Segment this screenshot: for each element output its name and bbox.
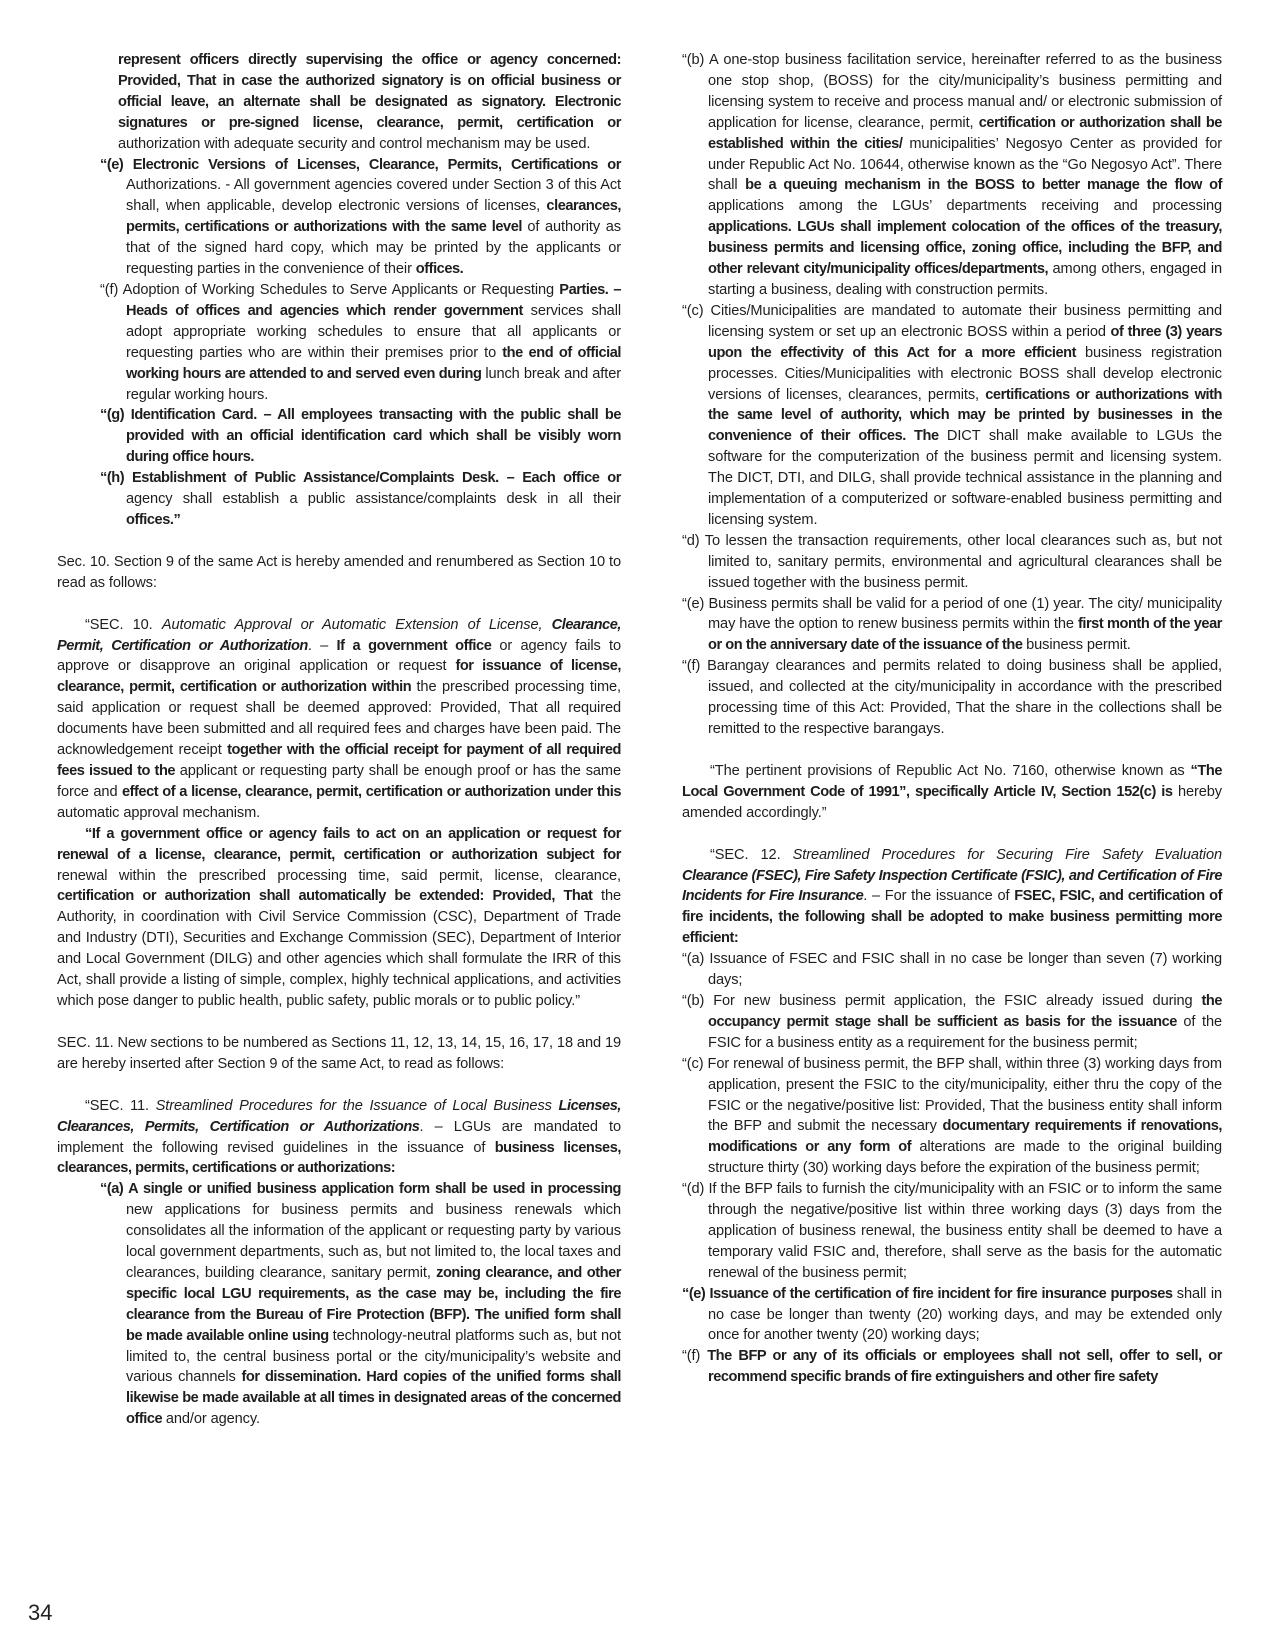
text-run: certification or authorization shall automatically be extended: Provided, That xyxy=(57,888,601,905)
text-run: Sec. 10. Section 9 of the same Act is hereby amended and renumbered as Section 10 to read as follows: xyxy=(57,553,621,591)
paragraph-sec11-heading xyxy=(57,1096,621,1180)
text-run: “(f) xyxy=(682,1348,708,1365)
text-run: offices.” xyxy=(126,511,181,528)
text-run: “(f) Adoption of Working Schedules to Serve Applicants or Requesting xyxy=(100,281,560,298)
text-run: effect of a license, clearance, permit, certification or authorization under this xyxy=(121,783,622,800)
paragraph-signatory xyxy=(57,50,621,155)
text-run: “The Local Government Code of 1991”, specifically Article IV, Section 152(c) is xyxy=(682,762,1222,800)
text-run: . – xyxy=(307,637,337,654)
paragraph-sec12-heading xyxy=(682,845,1222,950)
paragraph-sec10-renewal xyxy=(57,824,621,1012)
paragraph-identification-card xyxy=(57,405,621,468)
paragraph-barangay-clearances xyxy=(682,656,1222,740)
paragraph-electronic-versions xyxy=(57,155,621,280)
text-run: “(b) A one-stop business facilitation service, hereinafter referred to as the business one stop shop, (BOSS) for the city/municipality’s business permitting and licensing system to receive and process manual and/ or electronic submission of application for license, clearance, permit, xyxy=(682,52,1222,131)
text-run: the prescribed processing time, said application or request shall be deemed approved: Provided, That all required documents have been submitted and all required fees and charges have been paid. The acknowledgement receipt xyxy=(57,679,621,759)
paragraph-automate-permitting xyxy=(682,301,1222,531)
text-run: of three (3) years upon the effectivity of this Act for a more efficient xyxy=(708,323,1222,361)
text-run: Streamlined Procedures for the Issuance of Local Business xyxy=(155,1097,559,1114)
text-run: . – For the issuance of xyxy=(863,888,1015,905)
paragraph-temporary-fsic xyxy=(682,1179,1222,1284)
text-run: “d) To lessen the transaction requirements, other local clearances such as, but not limited to, sanitary permits, environmental and agricultural clearances shall be issued together with the business permit. xyxy=(682,532,1222,591)
text-run: documentary requirements if renovations, modifications or any form of xyxy=(708,1118,1222,1156)
text-run: zoning clearance, and other specific local LGU requirements, as the case may be, including the fire clearance from the Bureau of Fire Protection (BFP). The unified form shall be made available online using xyxy=(126,1264,621,1344)
text-run: automatic approval mechanism. xyxy=(57,804,261,821)
paragraph-fire-incident-certification xyxy=(682,1284,1222,1347)
paragraph-sec10-intro xyxy=(57,552,621,594)
text-run: clearances, permits, certifications or authorizations with the same level xyxy=(126,198,621,236)
text-run: “(e) Business permits shall be valid for a period of one (1) year. The city/ municipality may have the option to renew business permits within the xyxy=(682,595,1222,633)
text-run: for dissemination. Hard copies of the unified forms shall likewise be made available at all times in designated areas of the concerned office xyxy=(126,1369,622,1428)
text-run: agency shall establish a public assistance/complaints desk in all their xyxy=(126,491,621,508)
text-run: business licenses, clearances, permits, certifications or authorizations: xyxy=(57,1139,621,1177)
paragraph-local-clearances xyxy=(682,531,1222,594)
text-run: “(f) Barangay clearances and permits related to doing business shall be applied, issued, and collected at the city/municipality in accordance with the prescribed processing time of this Act: Provided, That the share in the collections shall be remitted to the respective barangays. xyxy=(682,658,1222,737)
paragraph-complaints-desk xyxy=(57,468,621,531)
text-run: represent officers directly supervising the office or agency concerned: Provided, That in case the authorized signatory is on official business or official leave, an alternate shall be designated as signatory. Electronic signatures or pre-signed license, clearance, permit, certification or xyxy=(118,52,621,131)
text-run: “(b) For new business permit application, the FSIC already issued during xyxy=(682,992,1202,1009)
text-run: If a government office xyxy=(336,637,500,654)
paragraph-working-schedules xyxy=(57,280,621,405)
text-run: Parties. – Heads of offices and agencies which render government xyxy=(126,281,621,319)
paragraph-renewal-fsic xyxy=(682,1054,1222,1179)
text-run: shall in no case be longer than twenty (20) working days, and may be extended only once for another twenty (20) working days; xyxy=(708,1285,1222,1344)
text-run: new applications for business permits and business renewals which consolidates all the information of the applicant or requesting party by various local government departments, such as, but not limited to, the local taxes and clearances, building clearance, sanitary permit, xyxy=(126,1202,621,1281)
text-run: Streamlined Procedures for Securing Fire Safety Evaluation xyxy=(792,846,1222,863)
text-run: or agency fails to approve or disapprove an original application or request xyxy=(57,637,621,675)
text-run: certification or authorization shall be established within the cities/ xyxy=(708,114,1222,152)
text-run: business registration processes. Cities/Municipalities with electronic BOSS shall develop electronic versions of licenses, clearances, permits, xyxy=(708,344,1222,403)
text-run: applications. LGUs shall implement colocation of the offices of the treasury, business permits and licensing office, zoning office, including the BFP, and other relevant city/municipality offices/departments, xyxy=(708,219,1222,278)
text-run: be a queuing mechanism in the BOSS to better manage the flow of xyxy=(745,177,1222,194)
text-run: of authority as that of the signed hard copy, which may be printed by the applicants or requesting parties in the convenience of their xyxy=(126,219,621,278)
paragraph-permit-validity xyxy=(682,594,1222,657)
text-run: offices. xyxy=(415,261,464,278)
text-run: Automatic Approval or Automatic Extension of License, xyxy=(161,616,552,633)
paragraph-fsec-fsic-issuance xyxy=(682,949,1222,991)
text-run: “SEC. 10. xyxy=(85,616,162,633)
text-run: “(a) Issuance of FSEC and FSIC shall in no case be longer than seven (7) working days; xyxy=(682,951,1222,989)
text-run: the occupancy permit stage shall be sufficient as basis for the issuance xyxy=(708,992,1222,1030)
text-run: “(g) Identification Card. – All employees transacting with the public shall be provided with an official identification card which shall be visibly worn during office hours. xyxy=(100,407,621,466)
text-run: for issuance of license, clearance, permit, certification or authorization within xyxy=(57,658,621,696)
text-run: “(d) If the BFP fails to furnish the city/municipality with an FSIC or to inform the same through the negative/positive list within three working days (3) days from the application of business renewal, the business entity shall be deemed to have a temporary valid FSIC and, therefore, shall serve as the basis for the automatic renewal of the business permit; xyxy=(682,1181,1222,1281)
text-run: alterations are made to the original building structure thirty (30) working days before the expiration of the business permit; xyxy=(708,1139,1222,1177)
text-run: “SEC. 12. xyxy=(710,846,793,863)
text-run: of the FSIC for a business entity as a requirement for the business permit; xyxy=(708,1013,1222,1051)
text-run: the Authority, in coordination with Civil Service Commission (CSC), Department of Trade and Industry (DTI), Securities and Exchange Commission (SEC), Department of Interior and Local Government (DILG) and other agencies which shall formulate the IRR of this Act, shall provide a listing of simple, complex, highly technical applications, and activities which pose danger to public health, public safety, public morals or to public policy.” xyxy=(57,888,621,1009)
text-run: . – LGUs are mandated to implement the following revised guidelines in the issuance of xyxy=(57,1118,621,1156)
page-number: 34 xyxy=(28,1600,53,1625)
text-run: applicant or requesting party shall be enough proof or has the same force and xyxy=(57,763,621,800)
paragraph-boss xyxy=(682,50,1222,301)
text-run: Licenses, Clearances, Permits, Certification or Authorizations xyxy=(57,1097,621,1135)
text-run: and/or agency. xyxy=(165,1411,260,1428)
text-run: “If a government office or agency fails to act on an application or request for renewal of a license, clearance, permit, certification or authorization subject for xyxy=(57,825,621,863)
text-run: technology-neutral platforms such as, but not limited to, the central business portal or the city/municipality’s website and various channels xyxy=(126,1327,621,1386)
right-column xyxy=(682,50,1222,1388)
text-run: hereby amended accordingly.” xyxy=(682,783,1222,821)
text-run: DICT shall make available to LGUs the software for the computerization of the business permit and licensing system. The DICT, DTI, and DILG, shall provide technical assistance in the planning and implementation of a computerized or software-enabled business permitting and licensing system. xyxy=(708,428,1223,528)
left-column xyxy=(57,50,621,1430)
text-run: Clearance (FSEC), Fire Safety Inspection Certificate (FSIC), and Certification of Fire Incidents for Fire Insurance xyxy=(682,867,1222,905)
text-run: Clearance, Permit, Certification or Authorization xyxy=(57,616,621,654)
text-run: “(e) Issuance of the certification of fire incident for fire insurance purposes xyxy=(682,1285,1177,1302)
text-run: business permit. xyxy=(1026,637,1131,654)
text-run: authorization with adequate security and control mechanism may be used. xyxy=(118,135,591,152)
text-run: services shall adopt appropriate working schedules to ensure that all applicants or requesting parties who are within their premises prior to xyxy=(126,302,621,361)
paragraph-sec11-unified-form xyxy=(57,1179,621,1430)
text-run: SEC. 11. New sections to be numbered as Sections 11, 12, 13, 14, 15, 16, 17, 18 and 19 are hereby inserted after Section 9 of the same Act, to read as follows: xyxy=(57,1034,621,1072)
text-run: “(h) Establishment of Public Assistance/Complaints Desk. – Each office or xyxy=(100,470,621,487)
text-run: renewal within the prescribed processing time, said permit, license, clearance, xyxy=(57,867,621,884)
text-run: certifications or authorizations with the same level of authority, which may be printed by businesses in the convenience of their offices. The xyxy=(708,386,1222,445)
paragraph-bfp-no-selling xyxy=(682,1346,1222,1388)
text-run: “(e) Electronic Versions of Licenses, Clearance, Permits, Certifications or xyxy=(100,156,621,173)
text-run: “The pertinent provisions of Republic Act No. 7160, otherwise known as xyxy=(710,762,1191,779)
paragraph-sec10-automatic-approval xyxy=(57,615,621,824)
text-run: applications among the LGUs’ departments receiving and processing xyxy=(708,198,1222,215)
text-run: “SEC. 11. xyxy=(85,1097,156,1114)
text-run: “(a) A single or unified business application form shall be used in processing xyxy=(100,1181,621,1198)
text-run: Authorizations. - All government agencies covered under Section 3 of this Act shall, when applicable, develop electronic versions of licenses, xyxy=(126,177,621,215)
text-run: The BFP or any of its officials or employees shall not sell, offer to sell, or recommend specific brands of fire extinguishers and other fire safety xyxy=(707,1348,1222,1386)
text-run: together with the official receipt for payment of all required fees issued to the xyxy=(57,742,621,779)
text-run: FSEC, FSIC, and certification of fire incidents, the following shall be adopted to make business permitting more efficient: xyxy=(682,888,1223,947)
text-run: lunch break and after regular working hours. xyxy=(126,365,621,403)
text-run: municipalities’ Negosyo Center as provided for under Republic Act No. 10644, otherwise known as the “Go Negosyo Act”. There shall xyxy=(708,135,1222,194)
paragraph-local-government-code xyxy=(682,761,1222,824)
text-run: the end of official working hours are attended to and served even during xyxy=(126,344,621,382)
text-run: first month of the year or on the anniversary date of the issuance of the xyxy=(708,616,1222,654)
paragraph-new-permit-fsic xyxy=(682,991,1222,1054)
text-run: “(c) For renewal of business permit, the BFP shall, within three (3) working days from application, present the FSIC to the city/municipality, either thru the copy of the FSIC or the negative/positive list: Provided, That the business entity shall inform the BFP and submit the necessary xyxy=(682,1055,1222,1135)
text-run: among others, engaged in starting a business, dealing with construction permits. xyxy=(708,261,1222,298)
paragraph-sec11-intro xyxy=(57,1033,621,1075)
text-run: “(c) Cities/Municipalities are mandated to automate their business permitting and licensing system or set up an electronic BOSS within a period xyxy=(682,302,1222,340)
